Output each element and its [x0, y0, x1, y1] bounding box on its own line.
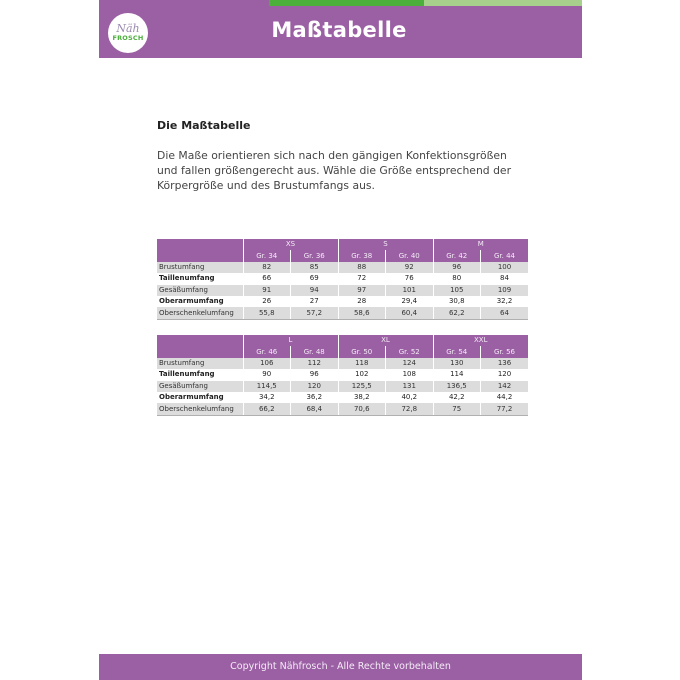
measurement-value: 32,2: [481, 296, 529, 307]
intro-paragraph: [157, 148, 517, 193]
measurement-label: Taillenumfang: [157, 273, 243, 284]
size-number-row: [157, 346, 528, 357]
size-group-header: XL: [338, 335, 433, 346]
measurement-value: 120: [291, 381, 339, 392]
measurement-value: 120: [481, 369, 529, 380]
intro-line: Die Maße orientieren sich nach den gängigen Konfektionsgrößen: [157, 149, 507, 162]
page-footer: [99, 654, 582, 680]
measurement-value: 136,5: [433, 381, 481, 392]
measurement-value: 30,8: [433, 296, 481, 307]
measurement-row: [157, 381, 528, 392]
measurement-value: 131: [386, 381, 434, 392]
measurement-label: Brustumfang: [157, 358, 243, 369]
measurement-value: 80: [433, 273, 481, 284]
measurement-value: 36,2: [291, 392, 339, 403]
measurement-label: Brustumfang: [157, 262, 243, 273]
measurement-value: 72: [338, 273, 386, 284]
size-header: Gr. 52: [386, 346, 434, 357]
size-group-row: [157, 239, 528, 250]
size-header: Gr. 36: [291, 250, 339, 261]
measurement-value: 88: [338, 262, 386, 273]
measurement-value: 112: [291, 358, 339, 369]
measurement-value: 125,5: [338, 381, 386, 392]
measurement-label: Gesäßumfang: [157, 381, 243, 392]
corner-cell: [157, 346, 243, 357]
measurement-value: 55,8: [243, 307, 291, 319]
measurement-value: 26: [243, 296, 291, 307]
corner-cell: [157, 239, 243, 250]
measurement-value: 76: [386, 273, 434, 284]
measurement-value: 29,4: [386, 296, 434, 307]
measurement-row: [157, 358, 528, 369]
size-header: Gr. 44: [481, 250, 529, 261]
measurement-value: 34,2: [243, 392, 291, 403]
size-number-row: [157, 250, 528, 261]
measurement-value: 114,5: [243, 381, 291, 392]
measurement-value: 84: [481, 273, 529, 284]
logo-script-text: Näh: [116, 22, 140, 35]
measurement-value: 136: [481, 358, 529, 369]
measurement-value: 106: [243, 358, 291, 369]
measurement-value: 40,2: [386, 392, 434, 403]
measurement-value: 38,2: [338, 392, 386, 403]
size-group-header: M: [433, 239, 528, 250]
measurement-value: 58,6: [338, 307, 386, 319]
measurement-value: 82: [243, 262, 291, 273]
corner-cell: [157, 335, 243, 346]
measurement-row: [157, 262, 528, 273]
measurement-value: 124: [386, 358, 434, 369]
measurement-label: Oberschenkelumfang: [157, 307, 243, 319]
size-group-header: XXL: [433, 335, 528, 346]
measurement-value: 60,4: [386, 307, 434, 319]
measurement-value: 108: [386, 369, 434, 380]
size-group-header: XS: [243, 239, 338, 250]
size-header: Gr. 40: [386, 250, 434, 261]
size-header: Gr. 46: [243, 346, 291, 357]
measurement-value: 72,8: [386, 403, 434, 415]
page-header: [99, 0, 582, 58]
measurement-value: 109: [481, 285, 529, 296]
measurement-row: [157, 285, 528, 296]
measurement-value: 101: [386, 285, 434, 296]
measurement-value: 97: [338, 285, 386, 296]
copyright-text: Copyright Nähfrosch - Alle Rechte vorbehalten: [230, 661, 451, 672]
size-header: Gr. 50: [338, 346, 386, 357]
size-header: Gr. 42: [433, 250, 481, 261]
measurement-value: 94: [291, 285, 339, 296]
measurement-value: 85: [291, 262, 339, 273]
size-table-small: [157, 239, 528, 320]
measurement-value: 100: [481, 262, 529, 273]
section-heading: Die Maßtabelle: [157, 119, 251, 132]
measurement-row: [157, 296, 528, 307]
measurement-value: 92: [386, 262, 434, 273]
measurement-value: 114: [433, 369, 481, 380]
measurement-row: [157, 369, 528, 380]
measurement-value: 70,6: [338, 403, 386, 415]
measurement-value: 68,4: [291, 403, 339, 415]
measurement-label: Gesäßumfang: [157, 285, 243, 296]
size-group-header: S: [338, 239, 433, 250]
measurement-value: 57,2: [291, 307, 339, 319]
measurement-value: 27: [291, 296, 339, 307]
measurement-value: 96: [291, 369, 339, 380]
measurement-value: 28: [338, 296, 386, 307]
measurement-label: Oberarmumfang: [157, 296, 243, 307]
measurement-value: 130: [433, 358, 481, 369]
size-header: Gr. 48: [291, 346, 339, 357]
measurement-value: 118: [338, 358, 386, 369]
size-table-large: [157, 335, 528, 416]
size-group-header: L: [243, 335, 338, 346]
size-group-row: [157, 335, 528, 346]
intro-line: Körpergröße und des Brustumfangs aus.: [157, 179, 375, 192]
size-header: Gr. 54: [433, 346, 481, 357]
accent-strip-green: [269, 0, 424, 6]
corner-cell: [157, 250, 243, 261]
measurement-value: 102: [338, 369, 386, 380]
size-header: Gr. 56: [481, 346, 529, 357]
size-header: Gr. 34: [243, 250, 291, 261]
measurement-value: 75: [433, 403, 481, 415]
measurement-label: Oberarmumfang: [157, 392, 243, 403]
measurement-label: Oberschenkelumfang: [157, 403, 243, 415]
accent-strip-light-green: [424, 0, 582, 6]
measurement-value: 96: [433, 262, 481, 273]
brand-logo: [108, 13, 148, 53]
measurement-value: 64: [481, 307, 529, 319]
measurement-value: 44,2: [481, 392, 529, 403]
page-title: Maßtabelle: [271, 18, 407, 42]
measurement-label: Taillenumfang: [157, 369, 243, 380]
measurement-row: [157, 403, 528, 415]
measurement-value: 42,2: [433, 392, 481, 403]
measurement-row: [157, 392, 528, 403]
measurement-value: 66,2: [243, 403, 291, 415]
logo-wordmark: FROSCH: [112, 34, 144, 42]
measurement-value: 142: [481, 381, 529, 392]
size-header: Gr. 38: [338, 250, 386, 261]
measurement-value: 91: [243, 285, 291, 296]
measurement-value: 77,2: [481, 403, 529, 415]
measurement-value: 66: [243, 273, 291, 284]
measurement-row: [157, 307, 528, 319]
intro-line: und fallen größengerecht aus. Wähle die Größe entsprechend der: [157, 164, 512, 177]
measurement-value: 105: [433, 285, 481, 296]
measurement-value: 69: [291, 273, 339, 284]
document-page: [99, 0, 582, 680]
measurement-value: 62,2: [433, 307, 481, 319]
measurement-value: 90: [243, 369, 291, 380]
measurement-row: [157, 273, 528, 284]
